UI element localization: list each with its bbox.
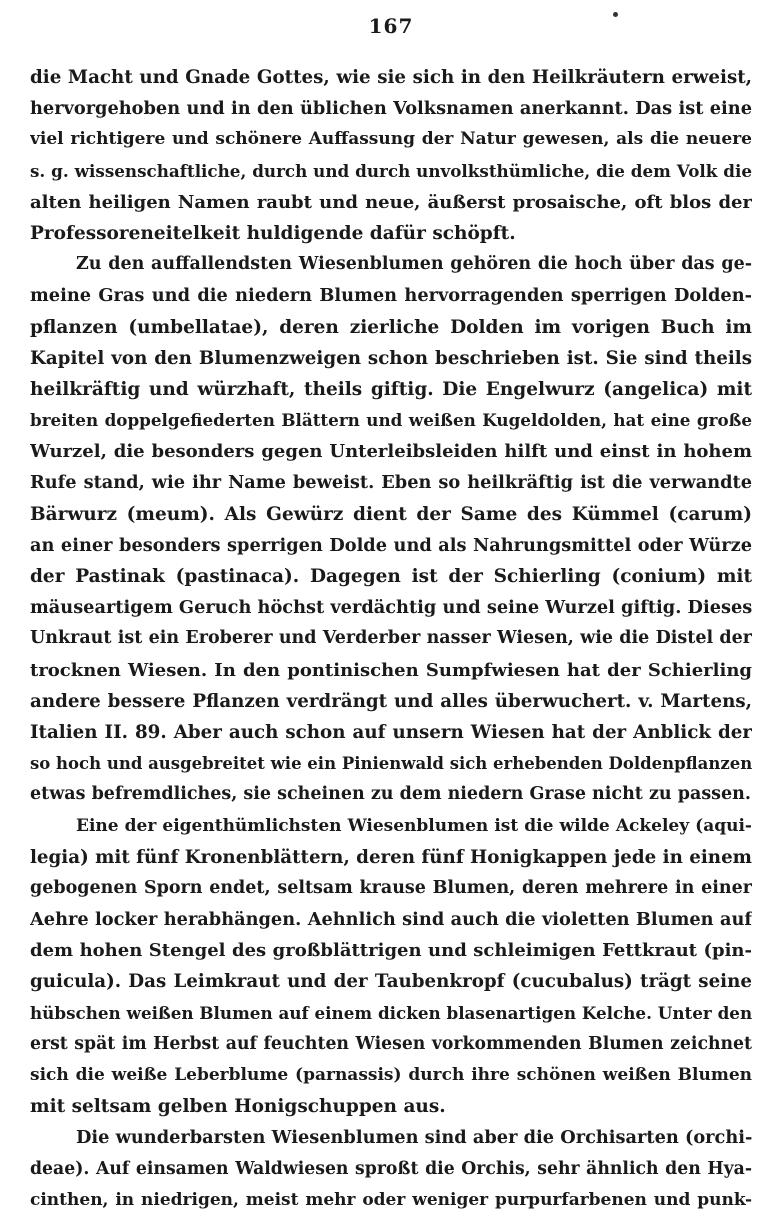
text-line: so hoch und ausgebreitet wie ein Pinienwald sich erhebenden Doldenpflanzen (30, 754, 752, 774)
text-line: Kapitel von den Blumenzweigen schon beschrieben ist. Sie sind theils (30, 347, 752, 369)
text-line: Bärwurz (meum). Als Gewürz dient der Same des Kümmel (carum) (30, 503, 752, 525)
print-speck (613, 12, 618, 17)
text-line: Rufe stand, wie ihr Name beweist. Eben so heilkräftig ist die verwandte (30, 472, 752, 494)
text-line: an einer besonders sperrigen Dolde und als Nahrungsmittel oder Würze (30, 534, 752, 556)
text-line: der Pastinak (pastinaca). Dagegen ist der Schierling (conium) mit (30, 566, 752, 587)
text-line: s. g. wissenschaftliche, durch und durch unvolksthümliche, die dem Volk die (30, 160, 752, 181)
text-line: Wurzel, die besonders gegen Unterleibsleiden hilft und einst in hohem (30, 441, 752, 463)
text-line: Unkraut ist ein Eroberer und Verderber nasser Wiesen, wie die Distel der (30, 628, 752, 649)
paragraph-start-line: Zu den auffallendsten Wiesenblumen gehören die hoch über das ge- (76, 254, 752, 275)
text-line: dem hohen Stengel des großblättrigen und schleimigen Fettkraut (pin- (30, 940, 752, 962)
page-number: 167 (368, 14, 414, 38)
text-line: pflanzen (umbellatae), deren zierliche Dolden im vorigen Buch im (30, 316, 752, 338)
paragraph-start-line: Eine der eigenthümlichsten Wiesenblumen ist die wilde Ackeley (aqui- (76, 815, 752, 836)
text-line: cinthen, in niedrigen, meist mehr oder weniger purpurfarbenen und punk- (30, 1189, 752, 1210)
text-line: gebogenen Sporn endet, seltsam krause Blumen, deren mehrere in einer (30, 877, 752, 898)
text-line: viel richtigere und schönere Auffassung der Natur gewesen, als die neuere (30, 129, 752, 150)
paragraph-start-line: Die wunderbarsten Wiesenblumen sind aber die Orchisarten (orchi- (76, 1127, 752, 1149)
text-line: guicula). Das Leimkraut und der Taubenkropf (cucubalus) trägt seine (30, 971, 752, 993)
text-line: hübschen weißen Blumen auf einem dicken blasenartigen Kelche. Unter den (30, 1002, 752, 1023)
text-line: Aehre locker herabhängen. Aehnlich sind auch die violetten Blumen auf (30, 909, 752, 931)
text-line: mit seltsam gelben Honigschuppen aus. (30, 1096, 446, 1118)
text-line: erst spät im Herbst auf feuchten Wiesen vorkommenden Blumen zeichnet (30, 1033, 752, 1054)
text-line: alten heiligen Namen raubt und neue, äußerst prosaische, oft blos der (30, 191, 752, 213)
page-body-text (30, 62, 752, 1216)
text-line: die Macht und Gnade Gottes, wie sie sich in den Heilkräutern erweist, (30, 67, 752, 88)
text-line: meine Gras und die niedern Blumen hervorragenden sperrigen Dolden- (30, 285, 752, 307)
text-line: Professoreneitelkeit huldigende dafür schöpft. (30, 222, 516, 244)
text-line: andere bessere Pflanzen verdrängt und alles überwuchert. v. Martens, (30, 690, 752, 712)
text-line: trocknen Wiesen. In den pontinischen Sumpfwiesen hat der Schierling (30, 659, 752, 681)
text-line: deae). Auf einsamen Waldwiesen sproßt die Orchis, sehr ähnlich den Hya- (30, 1158, 752, 1179)
text-line: sich die weiße Leberblume (parnassis) durch ihre schönen weißen Blumen (30, 1065, 752, 1085)
text-line: mäuseartigem Geruch höchst verdächtig und seine Wurzel giftig. Dieses (30, 597, 752, 619)
text-line: Italien II. 89. Aber auch schon auf unsern Wiesen hat der Anblick der (30, 721, 752, 743)
text-line: heilkräftig und würzhaft, theils giftig. Die Engelwurz (angelica) mit (30, 378, 752, 400)
text-line: breiten doppelgefiederten Blättern und weißen Kugeldolden, hat eine große (30, 410, 752, 431)
text-line: legia) mit fünf Kronenblättern, deren fünf Honigkappen jede in einem (30, 846, 752, 868)
text-line: etwas befremdliches, sie scheinen zu dem niedern Grase nicht zu passen. (30, 784, 751, 805)
text-line: hervorgehoben und in den üblichen Volksnamen anerkannt. Das ist eine (30, 98, 752, 120)
